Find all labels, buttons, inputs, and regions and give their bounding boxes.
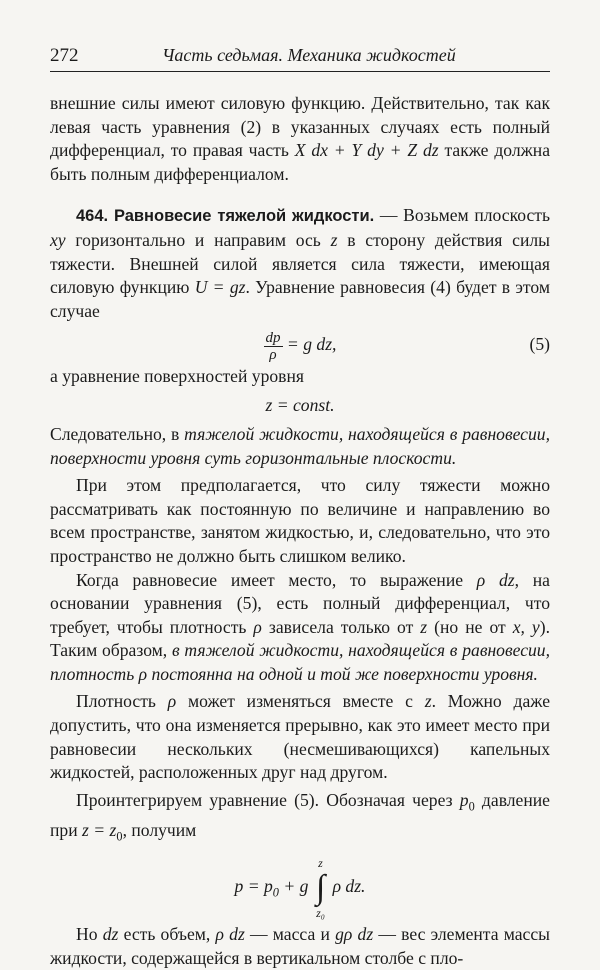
equation-rhs: = g dz, xyxy=(282,334,337,355)
text-run: ). Таким образом, xyxy=(50,616,550,661)
math-inline: z xyxy=(330,229,338,250)
math-inline: U = gz xyxy=(194,277,246,298)
integral-upper-limit: z xyxy=(318,856,323,871)
text-run: внешние силы имеют силовую функцию. Действительно, так как левая часть уравнения (2) в указанных случаях есть полный дифференциал, то правая часть xyxy=(50,93,550,161)
fraction xyxy=(264,330,283,363)
paragraph-density-variation xyxy=(50,690,550,784)
math-inline: dz xyxy=(102,924,119,945)
emphasis-text: тяжелой жидкости, находящейся в равновесии, поверхности уровня суть горизонтальные плоскости. xyxy=(50,423,550,468)
integral-sign xyxy=(316,856,325,920)
paragraph-volume xyxy=(50,923,550,970)
emphasis-text: в тяжелой жидкости, находящейся в равновесии, плотность ρ постоянна на одной и той же поверхности уровня. xyxy=(50,640,550,684)
math-inline: xy xyxy=(50,229,66,250)
math-inline: X dx + Y dy + Z dz xyxy=(294,140,439,161)
paragraph-intro xyxy=(50,92,550,186)
section-464 xyxy=(50,204,550,323)
integral-symbol: ∫ xyxy=(315,869,326,907)
text-run: давление при xyxy=(50,789,550,840)
section-heading: 464. Равновесие тяжелой жидкости. xyxy=(76,207,375,226)
text-run: горизонтально и направим ось xyxy=(65,229,331,250)
math-inline: z = z xyxy=(82,819,117,840)
math-inline: gρ dz xyxy=(335,924,374,945)
paragraph-level-surfaces: а уравнение поверхностей уровня xyxy=(50,366,304,387)
equation-level-surface: z = const. xyxy=(265,394,335,415)
body-text xyxy=(50,92,550,970)
math-inline: ρ dz xyxy=(215,924,245,945)
math-inline: p xyxy=(459,789,469,810)
text-run: Следовательно, в xyxy=(50,423,185,444)
math-inline: ρ dz xyxy=(476,569,515,590)
paragraph-density xyxy=(50,569,550,687)
math-inline: x, y xyxy=(512,616,540,637)
text-run: Когда равновесие имеет место, то выражение xyxy=(76,569,477,590)
text-run: . Можно даже допустить, что она изменяется прерывно, как это имеет место при равновесии нескольких (несмешивающихся) капельных жидкостей, расположенных друг над другом. xyxy=(50,691,551,783)
text-run: Плотность xyxy=(76,691,168,712)
integral-lower-limit: z₀ xyxy=(316,906,325,921)
subscript: 0 xyxy=(468,799,475,814)
math-inline: z xyxy=(420,616,428,637)
text-run: — Возьмем плоскость xyxy=(374,205,550,226)
paragraph-conclusion xyxy=(50,423,550,470)
text-run: может изменяться вместе с xyxy=(176,691,425,712)
text-run: , на основании уравнения (5), есть полный дифференциал, что требует, чтобы плотность xyxy=(50,569,550,637)
equation-5 xyxy=(50,325,550,363)
text-run: в сторону действия силы тяжести. Внешней силой является сила тяжести, имеющая силовую функцию xyxy=(50,229,550,298)
fraction-denominator: ρ xyxy=(269,346,277,363)
text-run: Но xyxy=(76,924,103,945)
text-run: . Уравнение равновесия (4) будет в этом случае xyxy=(50,277,550,321)
page-header xyxy=(50,43,550,72)
subscript: 0 xyxy=(272,885,279,900)
paragraph-assumption: При этом предполагается, что силу тяжести можно рассматривать как постоянную по величине и направлению во всем пространстве, занятом жидкостью, и, следовательно, что это пространство не должно быть слишком велико. xyxy=(50,475,550,566)
math-inline: ρ xyxy=(167,691,177,712)
equation-integral xyxy=(50,851,550,921)
equation-number: (5) xyxy=(529,334,550,355)
page-number: 272 xyxy=(50,45,79,66)
text-run: также должна быть полным дифференциалом. xyxy=(50,140,551,184)
fraction-numerator: dp xyxy=(265,329,281,346)
text-run: — масса и xyxy=(244,924,336,945)
equation-lhs: p = p xyxy=(234,876,273,897)
math-inline: ρ xyxy=(253,616,262,637)
text-run: зависела только от xyxy=(261,616,421,637)
paragraph-integration xyxy=(50,789,550,849)
equation-term: + g xyxy=(278,876,309,897)
text-run: , получим xyxy=(122,819,197,840)
text-run: Проинтегрируем уравнение (5). Обозначая через xyxy=(76,789,460,810)
text-run: (но не от xyxy=(427,616,513,637)
equation-integrand: ρ dz. xyxy=(332,876,366,897)
text-run: — вес элемента массы жидкости, содержащейся в вертикальном столбе с пло- xyxy=(50,924,550,968)
running-title: Часть седьмая. Механика жидкостей xyxy=(162,45,456,65)
subscript: 0 xyxy=(116,829,123,844)
math-inline: z xyxy=(424,691,432,712)
text-run: есть объем, xyxy=(118,924,216,945)
